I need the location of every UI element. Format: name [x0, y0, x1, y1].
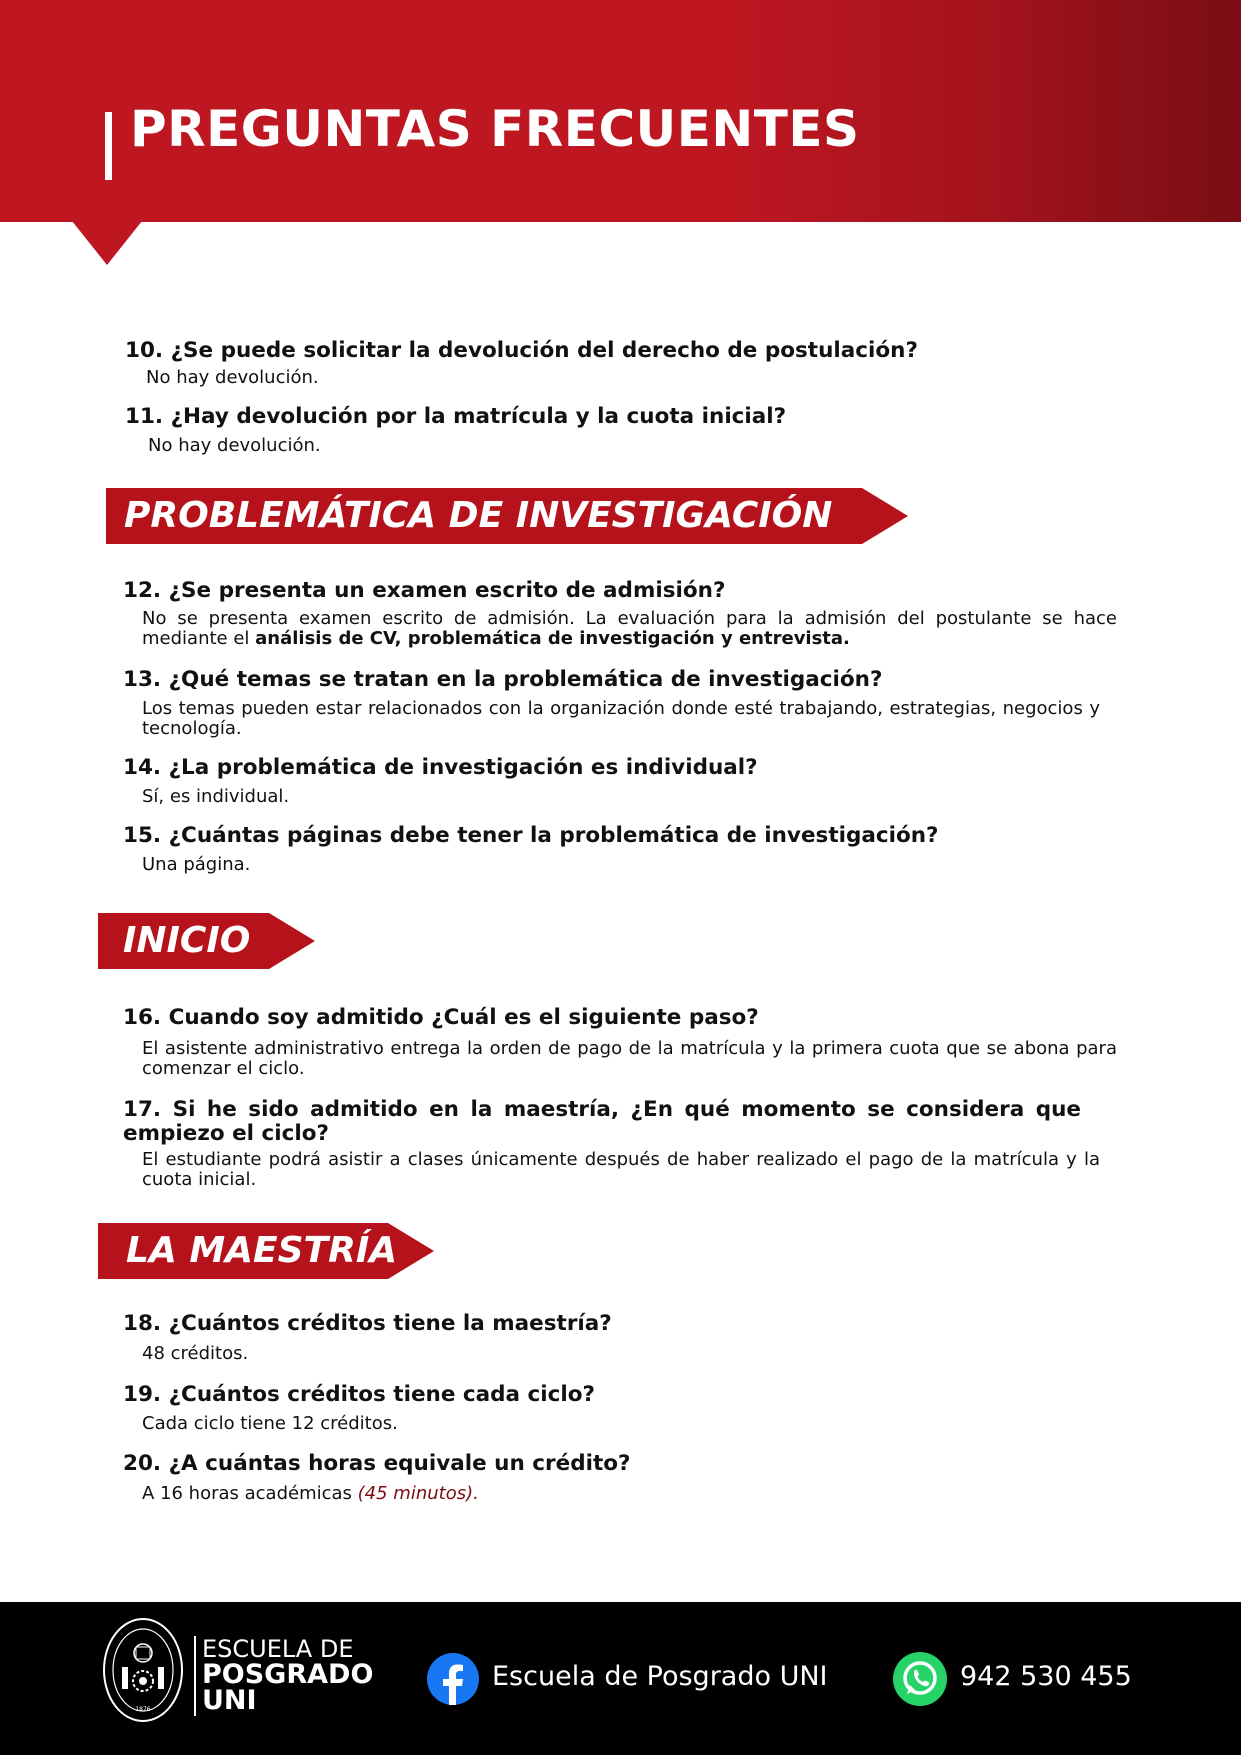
- page-title: PREGUNTAS FRECUENTES: [130, 100, 860, 158]
- faq-answer-12: [142, 609, 1117, 649]
- faq-answer-15: Una página.: [142, 854, 251, 875]
- facebook-link[interactable]: Escuela de Posgrado UNI: [492, 1661, 828, 1692]
- faq-answer-14: Sí, es individual.: [142, 786, 290, 807]
- faq-answer-12-emphasis: análisis de CV, problemática de investigación y entrevista.: [255, 628, 850, 649]
- faq-answer-19: Cada ciclo tiene 12 créditos.: [142, 1413, 398, 1434]
- university-seal-icon: [102, 1617, 184, 1723]
- faq-question-20: 20. ¿A cuántas horas equivale un crédito?: [123, 1451, 631, 1476]
- faq-question-17: 17. Si he sido admitido en la maestría, ¿En qué momento se considera que empiezo el ciclo?: [123, 1097, 1081, 1146]
- section-title-problematica: PROBLEMÁTICA DE INVESTIGACIÓN: [124, 495, 833, 536]
- faq-question-11: 11. ¿Hay devolución por la matrícula y la cuota inicial?: [125, 404, 787, 429]
- faq-question-15: 15. ¿Cuántas páginas debe tener la problemática de investigación?: [123, 823, 939, 848]
- faq-question-18: 18. ¿Cuántos créditos tiene la maestría?: [123, 1311, 612, 1336]
- faq-question-13: 13. ¿Qué temas se tratan en la problemática de investigación?: [123, 667, 883, 692]
- faq-answer-20-highlight: (45 minutos).: [357, 1483, 479, 1504]
- faq-question-19: 19. ¿Cuántos créditos tiene cada ciclo?: [123, 1382, 596, 1407]
- logo-text-line1: ESCUELA DE: [202, 1635, 354, 1663]
- seal-year: 1876: [135, 1706, 151, 1713]
- faq-answer-18: 48 créditos.: [142, 1343, 249, 1364]
- section-title-inicio: INICIO: [123, 920, 251, 961]
- logo-text-line2: POSGRADO: [202, 1659, 374, 1690]
- faq-question-14: 14. ¿La problemática de investigación es individual?: [123, 755, 758, 780]
- faq-answer-20: [142, 1484, 479, 1504]
- faq-question-10: 10. ¿Se puede solicitar la devolución del derecho de postulación?: [125, 338, 918, 363]
- faq-question-12: 12. ¿Se presenta un examen escrito de admisión?: [123, 578, 726, 603]
- faq-answer-13: Los temas pueden estar relacionados con la organización donde esté trabajando, estrategias, negocios y tecnología.: [142, 698, 1100, 739]
- faq-answer-11: No hay devolución.: [148, 435, 321, 456]
- faq-answer-16: El asistente administrativo entrega la orden de pago de la matrícula y la primera cuota que se abona para comenzar el ciclo.: [142, 1038, 1117, 1079]
- facebook-icon[interactable]: [427, 1653, 479, 1705]
- faq-answer-20-text: A 16 horas académicas: [142, 1483, 352, 1504]
- faq-answer-10: No hay devolución.: [146, 367, 319, 388]
- section-title-maestria: LA MAESTRÍA: [126, 1230, 398, 1271]
- whatsapp-number[interactable]: 942 530 455: [960, 1661, 1132, 1692]
- logo-divider: [194, 1636, 196, 1716]
- logo-text-line3: UNI: [202, 1685, 257, 1716]
- faq-answer-12-text: No se presenta examen escrito de admisión. La evaluación para la admisión del postulante se hace mediante el: [142, 608, 1117, 649]
- header-notch: [72, 221, 142, 265]
- faq-question-16: 16. Cuando soy admitido ¿Cuál es el siguiente paso?: [123, 1005, 759, 1030]
- whatsapp-icon[interactable]: [893, 1652, 947, 1706]
- header-accent-bar: [105, 112, 112, 180]
- faq-answer-17: El estudiante podrá asistir a clases únicamente después de haber realizado el pago de la matrícula y la cuota inicial.: [142, 1149, 1100, 1190]
